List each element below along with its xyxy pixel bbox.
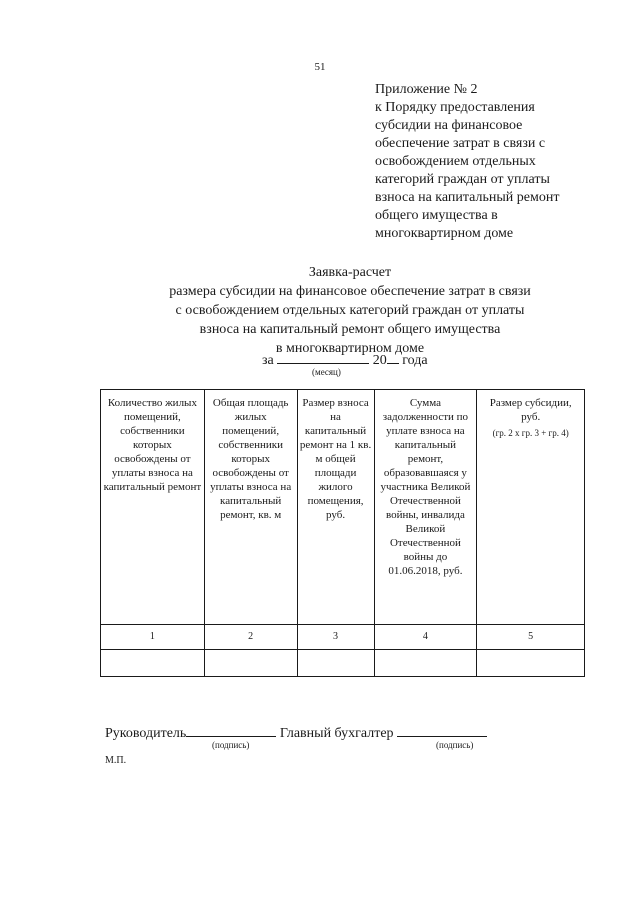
appendix-line: к Порядку предоставления xyxy=(375,100,535,115)
data-cell[interactable] xyxy=(101,650,205,677)
subsidy-formula: (гр. 2 х гр. 3 + гр. 4) xyxy=(492,428,569,438)
header-text: Сумма задолженности по уплате взноса на капитальный ремонт, образовавшаяся у участника Великой Отечественной войны, инвалида Великой Отечественной войны до 01.06.2018, руб. xyxy=(380,397,471,577)
table-header-row xyxy=(101,390,585,625)
header-cell xyxy=(297,390,374,625)
column-number: 2 xyxy=(204,625,297,650)
period-suffix: года xyxy=(402,353,428,368)
month-blank-field[interactable] xyxy=(277,349,369,364)
header-text: Размер взноса на капитальный ремонт на 1 кв. м общей площади жилого помещения, руб. xyxy=(299,397,372,521)
header-text: Размер субсидии, руб. xyxy=(489,397,572,423)
column-number: 1 xyxy=(101,625,205,650)
head-label: Руководитель xyxy=(105,726,187,741)
appendix-line: Приложение № 2 xyxy=(375,82,478,97)
header-cell xyxy=(101,390,205,625)
title-line: в многоквартирном доме xyxy=(275,341,425,356)
title-line: взноса на капитальный ремонт общего имущества xyxy=(199,322,501,337)
title-line: размера субсидии на финансовое обеспечение затрат в связи xyxy=(169,284,531,299)
data-cell[interactable] xyxy=(477,650,585,677)
appendix-line: многоквартирном доме xyxy=(375,226,514,241)
signature-line xyxy=(105,722,487,742)
column-number-row xyxy=(101,625,585,650)
month-caption: (месяц) xyxy=(312,367,341,377)
column-number: 3 xyxy=(297,625,374,650)
title-line: с освобождением отдельных категорий граждан от уплаты xyxy=(175,303,525,318)
header-text: Общая площадь жилых помещений, собственники которых освобождены от уплаты взноса на капитальный ремонт, кв. м xyxy=(210,397,292,521)
appendix-line: обеспечение затрат в связи с xyxy=(375,136,546,151)
page-number: 51 xyxy=(314,61,326,73)
column-number: 5 xyxy=(477,625,585,650)
stamp-place: М.П. xyxy=(105,755,127,766)
appendix-line: освобождением отдельных xyxy=(375,154,536,169)
appendix-line: взноса на капитальный ремонт xyxy=(375,190,560,205)
accountant-signature-caption: (подпись) xyxy=(436,740,474,750)
document-title xyxy=(140,263,560,358)
period-year-prefix: 20 xyxy=(372,353,387,368)
accountant-label: Главный бухгалтер xyxy=(279,726,394,741)
period-prefix: за xyxy=(262,353,274,368)
header-text: Количество жилых помещений, собственники которых освобождены от уплаты взноса на капитальный ремонт xyxy=(103,397,202,493)
column-number: 4 xyxy=(374,625,477,650)
appendix-header xyxy=(375,81,605,243)
appendix-line: общего имущества в xyxy=(375,208,498,223)
accountant-signature-field[interactable] xyxy=(397,722,487,737)
appendix-line: субсидии на финансовое xyxy=(375,118,523,133)
header-cell xyxy=(374,390,477,625)
table-row xyxy=(101,650,585,677)
appendix-line: категорий граждан от уплаты xyxy=(375,172,550,187)
header-cell xyxy=(477,390,585,625)
title-line: Заявка-расчет xyxy=(308,265,392,280)
data-cell[interactable] xyxy=(297,650,374,677)
head-signature-caption: (подпись) xyxy=(212,740,250,750)
header-cell xyxy=(204,390,297,625)
data-cell[interactable] xyxy=(204,650,297,677)
year-blank-field[interactable] xyxy=(387,349,399,364)
calculation-table xyxy=(100,389,585,677)
head-signature-field[interactable] xyxy=(186,722,276,737)
data-cell[interactable] xyxy=(374,650,477,677)
period-line xyxy=(262,349,428,369)
